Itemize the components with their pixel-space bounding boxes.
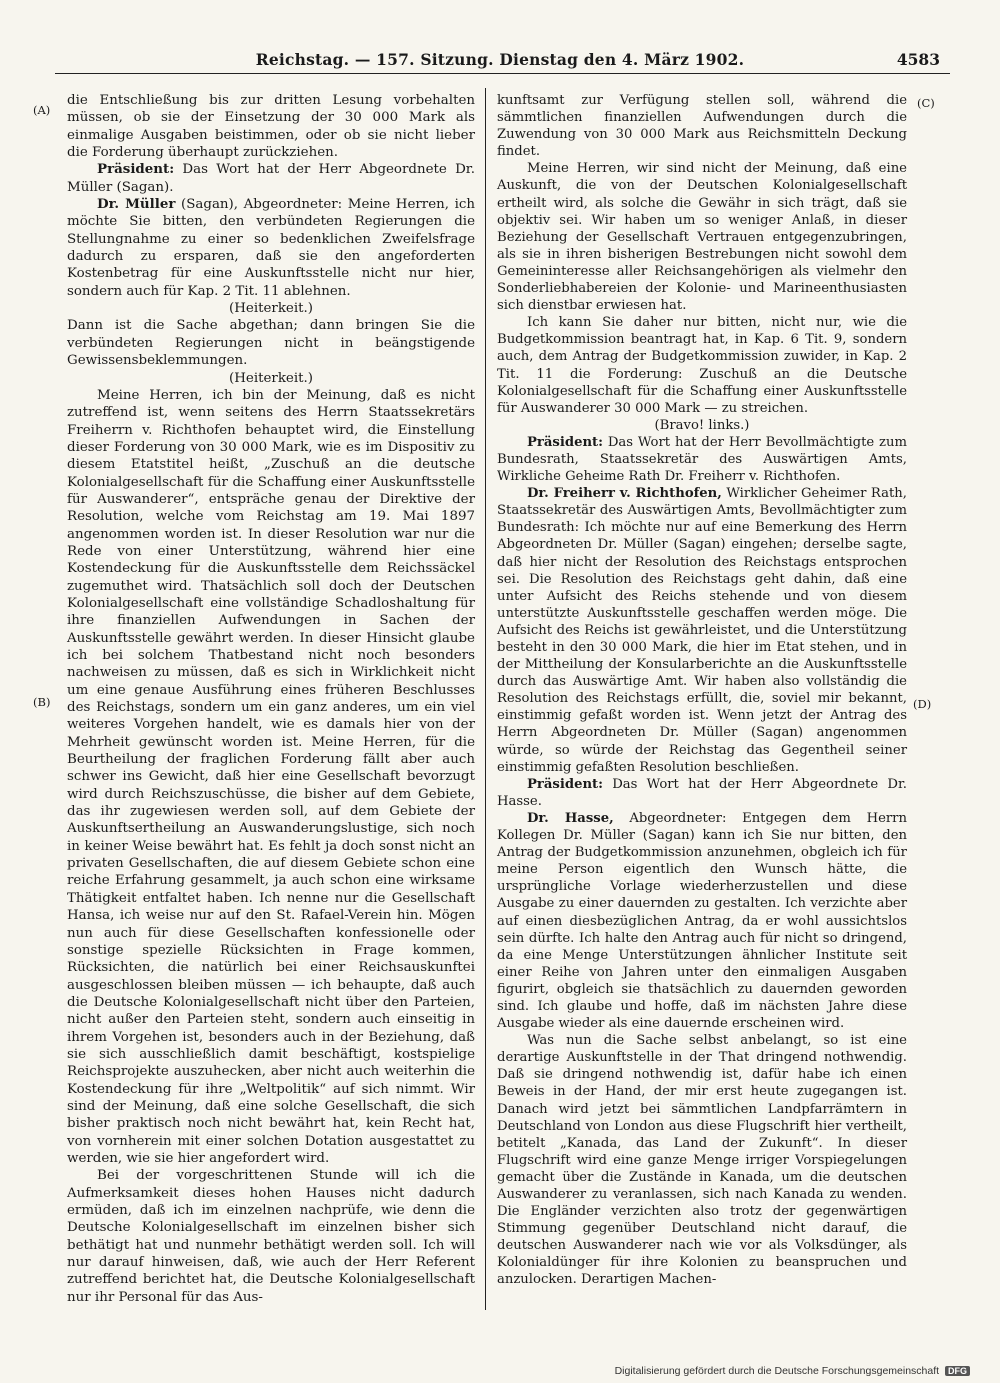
paragraph-text: Abgeordneter: Entgegen dem Herrn Kollegen Dr. Müller (Sagan) kann ich Sie nur bitten, den Antrag der Budgetkommission anzunehmen, obgleich ich für meine Person eigentlich den Wunsch hätte, die ursprüngliche Vorlage wiederherzustellen und diese Ausgabe zu einer dauernden zu gestalten. Ich verzichte aber auf einen diesbezüglichen Antrag, da er wohl aussichtslos sein dürfte. Ich halte den Antrag auch für nicht so dringend, da eine Menge Unterstützungen ähnlicher Institute seit einer Reihe von Jahren unter den einmaligen Ausgaben figurirt, obgleich sie thatsächlich zu dauernden geworden sind. Ich glaube und hoffe, daß im nächsten Jahre diese Ausgabe wieder als eine dauernde erscheinen wird. — [497, 810, 907, 1032]
paragraph-text: Ich kann Sie daher nur bitten, nicht nur, wie die Budgetkommission beantragt hat, in Kap. 6 Tit. 9, sondern auch, dem Antrag der Budgetkommission zuwider, in Kap. 2 Tit. 11 die Forderung: Zuschuß an die Deutsche Kolonialgesellschaft für die Schaffung einer Auskunftsstelle für Auswanderer 30 000 Mark — zu streichen. — [497, 315, 907, 416]
paragraph — [497, 314, 907, 417]
speaker-name: Dr. Müller — [97, 196, 176, 213]
speaker-name: Präsident: — [527, 776, 604, 792]
paragraph — [67, 387, 475, 1167]
footer-credit — [615, 1365, 970, 1377]
paragraph-text: Bei der vorgeschrittenen Stunde will ich die Aufmerksamkeit dieses hohen Hauses nicht dadurch ermüden, daß ich im einzelnen nachprüfe, wie denn die Deutsche Kolonialgesellschaft im einzelnen bisher sich bethätigt hat und nunmehr bethätigt werden soll. Ich will nur darauf hinweisen, daß, wie auch der Herr Referent zutreffend berichtet hat, die Deutsche Kolonialgesellschaft nur ihr Personal für das Aus- — [67, 1168, 475, 1305]
header-rule — [55, 73, 950, 74]
paragraph — [497, 776, 907, 810]
paragraph — [67, 92, 475, 161]
paragraph — [67, 1167, 475, 1306]
paragraph-text: (Bravo! links.) — [654, 417, 750, 433]
margin-marker-d: (D) — [913, 697, 932, 711]
margin-marker-c: (C) — [917, 96, 935, 110]
margin-marker-a: (A) — [33, 103, 51, 117]
running-title: Reichstag. — 157. Sitzung. Dienstag den 4. März 1902. — [255, 50, 745, 69]
paragraph-text: kunftsamt zur Verfügung stellen soll, während die sämmtlichen finanziellen Aufwendungen durch die Zuwendung von 30 000 Mark aus Reichsmitteln Deckung findet. — [497, 93, 907, 160]
speaker-name: Präsident: — [97, 161, 175, 178]
right-column — [497, 92, 907, 1289]
paragraph-text: Wirklicher Geheimer Rath, Staatssekretär des Auswärtigen Amts, Bevollmächtigter zum Bundesrath: Ich möchte nur auf eine Bemerkung des Herrn Abgeordneten Dr. Müller (Sagan) eingehen; derselbe sagte, daß hier nicht der Resolution des Reichstags entsprochen sei. Die Resolution des Reichstags geht dahin, daß eine unter Aufsicht des Reichs stehende und von diesem unterstützte Auskunftsstelle geschaffen werden möge. Die Aufsicht des Reichs ist gewährleistet, und die Unterstützung besteht in den 30 000 Mark, die hier im Etat stehen, und in der Mittheilung der Konsularberichte an die Auskunftsstelle durch das Auswärtige Amt. Wir haben also vollständig die Resolution des Reichstags erfüllt, die, soviel mir bekannt, einstimmig gefaßt worden ist. Wenn jetzt der Antrag des Herrn Abgeordneten Dr. Müller (Sagan) angenommen würde, so würde der Reichstag das Gegentheil seiner einstimmig gefaßten Resolution beschließen. — [497, 486, 907, 775]
paragraph-text: (Heiterkeit.) — [229, 370, 313, 386]
dfg-logo: DFG — [945, 1366, 970, 1376]
paragraph-text: (Sagan), Abgeordneter: Meine Herren, ich möchte Sie bitten, den verbündeten Regierungen die Stellungnahme zu einer so bedenklichen Zweifelsfrage dadurch zu ersparen, daß sie den angeforderten Kostenbetrag für eine Auskunftsstelle nicht nur hier, sondern auch für Kap. 2 Tit. 11 ablehnen. — [67, 197, 475, 299]
left-column — [67, 92, 475, 1306]
speaker-name: Präsident: — [527, 434, 604, 450]
speaker-name: Dr. Hasse, — [527, 810, 614, 826]
paragraph-text: Das Wort hat der Herr Abgeordnete Dr. Müller (Sagan). — [67, 162, 475, 195]
paragraph — [67, 370, 475, 387]
paragraph-text: Dann ist die Sache abgethan; dann bringen Sie die verbündeten Regierungen nicht in beängstigende Gewissensbeklemmungen. — [67, 318, 475, 369]
paragraph-text: Meine Herren, wir sind nicht der Meinung, daß eine Auskunft, die von der Deutschen Kolonialgesellschaft ertheilt wird, als solche die Gewähr in sich trägt, daß sie objektiv sei. Wir haben um so weniger Anlaß, in dieser Beziehung der Gesellschaft Vertrauen entgegenzubringen, als sie in ihren bisherigen Bestrebungen nicht sowohl dem Gemeininteresse aller Reichsangehörigen als vielmehr den Sonderliebhabereien der Kolonie- und Marineenthusiasten sich dienstbar erwiesen hat. — [497, 161, 907, 314]
paragraph-text: Meine Herren, ich bin der Meinung, daß es nicht zutreffend ist, wenn seitens des Herrn Staatssekretärs Freiherrn v. Richthofen behauptet wird, die Einstellung dieser Forderung von 30 000 Mark, wie es im Dispositiv zu diesem Etatstitel heißt, „Zuschuß an die deutsche Kolonialgesellschaft für die Schaffung einer Auskunftsstelle für Auswanderer“, entspräche genau der Direktive der Resolution, welche vom Reichstag am 19. Mai 1897 angenommen worden ist. In dieser Resolution war nur die Rede von einer Unterstützung, während hier eine Kostendeckung für die Auskunftsstelle dem Reichssäckel zugemuthet wird. Thatsächlich soll doch der Deutschen Kolonialgesellschaft eine vollständige Schadloshaltung für ihre finanziellen Aufwendungen in Sachen der Auskunftsstelle gewährt werden. In dieser Hinsicht glaube ich bei solchem Thatbestand nicht noch besonders nachweisen zu müssen, daß es sich in Wirklichkeit nicht um eine genaue Ausführung eines früheren Beschlusses des Reichstags, sondern um ein ganz anderes, um ein viel weiteres Vorgehen handelt, wie es damals hier von der Mehrheit gewünscht worden ist. Meine Herren, für die Beurtheilung der fraglichen Forderung fällt aber auch schwer ins Gewicht, daß hier eine Gesellschaft bevorzugt wird durch Reichszuschüsse, die bisher auf dem Gebiete, das ihr zugewiesen werden soll, auf dem Gebiete der Auskunftsertheilung an Auswanderungslustige, sich noch in keiner Weise bewährt hat. Es fehlt ja doch sonst nicht an privaten Gesellschaften, die auf diesem Gebiete schon eine reiche Erfahrung gesammelt, ja auch schon eine wirksame Thätigkeit entfaltet haben. Ich nenne nur die Gesellschaft Hansa, ich weise nur auf den St. Rafael-Verein hin. Mögen nun auch für diese Gesellschaften konfessionelle oder sonstige spezielle Rücksichten in Frage kommen, Rücksichten, die natürlich bei einer Reichsauskunftei ausgeschlossen bleiben müssen — ich behaupte, daß auch die Deutsche Kolonialgesellschaft nicht über den Parteien, nicht außer den Parteien steht, sondern auch einseitig in ihrem Vorgehen ist, besonders auch in der Beziehung, daß sie sich ausschließlich damit beschäftigt, kostspielige Reichsprojekte auszuhecken, aber nicht auch weiterhin die Kostendeckung für ihre „Weltpolitik“ auf sich nimmt. Wir sind der Meinung, daß eine solche Gesellschaft, die sich bisher praktisch noch nicht bewährt hat, kein Recht hat, von vornherein mit einer solchen Dotation ausgestattet zu werden, wie sie hier angefordert wird. — [67, 387, 475, 1166]
paragraph — [497, 434, 907, 485]
paragraph — [497, 1032, 907, 1288]
footer-text: Digitalisierung gefördert durch die Deutsche Forschungsgemeinschaft — [614, 1365, 940, 1377]
paragraph-text: Das Wort hat der Herr Abgeordnete Dr. Hasse. — [497, 776, 907, 809]
paragraph — [67, 196, 475, 300]
speaker-name: Dr. Freiherr v. Richthofen, — [527, 486, 722, 502]
paragraph — [67, 300, 475, 317]
running-header — [60, 50, 940, 72]
paragraph-text: Das Wort hat der Herr Bevollmächtigte zum Bundesrath, Staatssekretär des Auswärtigen Amts, Wirkliche Geheime Rath Dr. Freiherr v. Richthofen. — [497, 434, 907, 485]
paragraph-text: (Heiterkeit.) — [229, 301, 313, 317]
paragraph-text: die Entschließung bis zur dritten Lesung vorbehalten müssen, ob sie der Einsetzung der 30 000 Mark als einmalige Ausgaben beistimmen, oder ob sie nicht lieber die Forderung überhaupt zurückziehen. — [67, 93, 475, 161]
paragraph — [67, 161, 475, 196]
paragraph — [67, 317, 475, 369]
paragraph — [497, 485, 907, 776]
page-number: 4583 — [896, 50, 940, 69]
paragraph — [497, 810, 907, 1032]
paragraph-text: Was nun die Sache selbst anbelangt, so ist eine derartige Auskunftstelle in der That dringend nothwendig. Daß sie dringend nothwendig ist, dafür habe ich einen Beweis in der Hand, der mir erst heute zugegangen ist. Danach wird jetzt bei sämmtlichen Landpfarrämtern in Deutschland von London aus diese Flugschrift hier vertheilt, betitelt „Kanada, das Land der Zukunft“. In dieser Flugschrift wird eine ganze Menge irriger Vorspiegelungen gemacht über die Zustände in Kanada, um die deutschen Auswanderer zu veranlassen, sich nach Kanada zu wenden. Die Engländer verzichten also trotz der gegenwärtigen Stimmung gegenüber Deutschland nicht darauf, die deutschen Auswanderer nach wie vor als Volksdünger, als Kolonialdünger für ihre Kolonien zu beanspruchen und anzulocken. Derartigen Machen- — [497, 1033, 907, 1288]
paragraph — [497, 417, 907, 434]
paragraph — [497, 160, 907, 314]
column-divider — [485, 88, 486, 1310]
paragraph — [497, 92, 907, 160]
margin-marker-b: (B) — [33, 695, 51, 709]
